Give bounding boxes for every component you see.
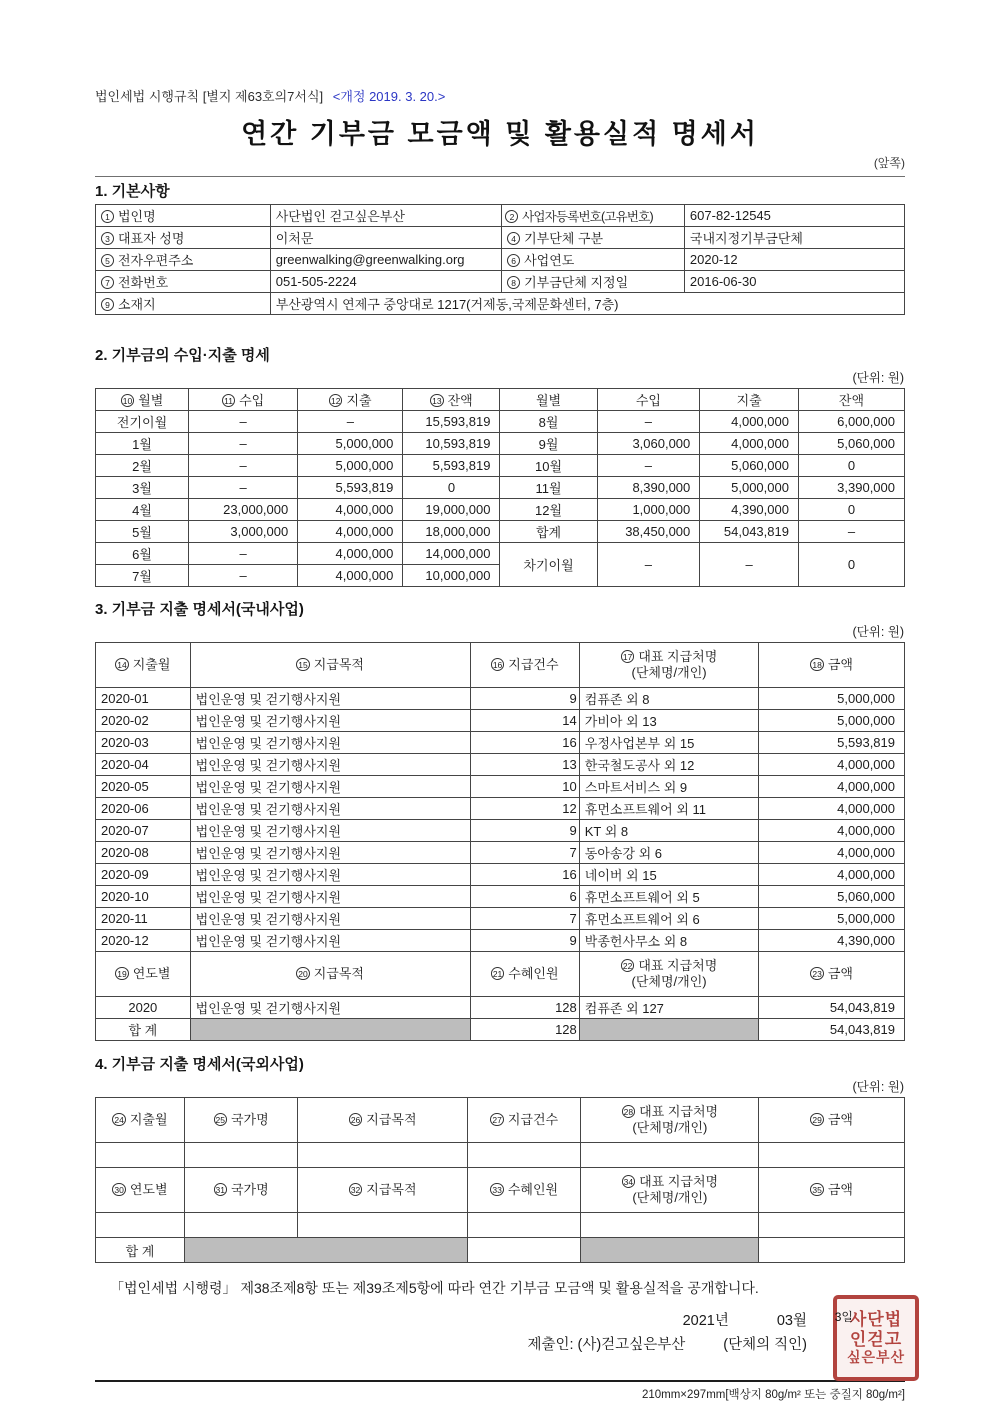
expense-cell: 4,000,000 [298,543,403,565]
payee-cell: 휴먼소프트웨어 외 11 [579,798,759,820]
circled-number: 2 [505,210,518,223]
payee-cell: 박종헌사무소 외 8 [579,930,759,952]
shaded-cell [184,1238,467,1263]
count-cell: 14 [470,710,579,732]
total-row [96,1019,905,1041]
month-cell: 10월 [500,455,597,477]
purpose-cell: 법인운영 및 걷기행사지원 [190,820,470,842]
carryover-label-cell: 차기이월 [500,543,597,587]
income-cell: 3,060,000 [597,433,700,455]
beneficiary-total-cell: 128 [470,1019,579,1041]
income-cell: – [189,455,298,477]
expense-cell: 5,060,000 [700,455,799,477]
biz-reg-no-value: 607-82-12545 [684,205,904,227]
expense-cell: 5,593,819 [298,477,403,499]
payee-cell: 한국철도공사 외 12 [579,754,759,776]
expense-cell: 4,000,000 [700,411,799,433]
total-label-cell: 합계 [500,521,597,543]
submitter-name: 제출인: (사)걷고싶은부산 [527,1337,686,1354]
table-row [96,293,905,315]
expense-month-cell: 2020-03 [96,732,191,754]
domestic-expense-table [95,642,905,1041]
count-cell: 13 [470,754,579,776]
month-cell: 4월 [96,499,189,521]
expense-header: 지출 [700,389,799,411]
balance-cell: 10,593,819 [403,433,500,455]
circled-number: 32 [350,1184,361,1195]
month-cell: 5월 [96,521,189,543]
section2-heading: 2. 기부금의 수입·지출 명세 [95,347,270,364]
empty-cell [581,1143,759,1168]
expense-month-cell: 2020-11 [96,908,191,930]
balance-header: 13 잔액 [403,389,500,411]
count-cell: 10 [470,776,579,798]
circled-number: 23 [812,968,822,979]
circled-number: 27 [492,1114,502,1125]
balance-cell: 10,000,000 [403,565,500,587]
payee-cell: 컴퓨존 외 127 [579,997,759,1019]
payee-cell: 컴퓨존 외 8 [579,688,759,710]
table-row [96,1213,905,1238]
month-cell: 8월 [500,411,597,433]
month-header: 10 월별 [96,389,189,411]
amount-cell: 4,000,000 [759,776,905,798]
payee-header: 28 대표 지급처명 (단체명/개인) [581,1098,759,1143]
circled-number: 20 [298,968,308,979]
year-header: 19 연도별 [96,952,191,997]
bottom-divider [95,1380,905,1382]
document-content [95,0,905,1402]
corp-name-value: 사단법인 걷고싶은부산 [270,205,501,227]
seal-text: 인걷고 [849,1329,903,1349]
unit-note: (단위: 원) [852,371,904,385]
amount-cell: 5,593,819 [759,732,905,754]
circled-number: 28 [623,1106,634,1117]
purpose-header: 15 지급목적 [190,643,470,688]
income-cell: 23,000,000 [189,499,298,521]
year-cell: 2020 [96,997,191,1019]
circled-number: 29 [812,1114,822,1125]
expense-month-cell: 2020-09 [96,864,191,886]
circled-number: 4 [507,232,520,245]
amount-cell: 54,043,819 [759,997,905,1019]
month-cell: 7월 [96,565,189,587]
month-cell: 전기이월 [96,411,189,433]
circled-number: 26 [350,1114,361,1125]
amount-cell: 5,000,000 [759,710,905,732]
balance-cell: 5,593,819 [403,455,500,477]
count-header: 27 지급건수 [468,1098,581,1143]
circled-number: 7 [101,276,114,289]
top-divider [95,176,905,177]
paper-size-note: 210mm×297mm[백상지 80g/m² 또는 중질지 80g/m²] [641,1388,905,1401]
empty-cell [468,1143,581,1168]
circled-number: 30 [114,1184,124,1195]
expense-cell: 5,000,000 [298,455,403,477]
circled-number: 13 [432,396,442,406]
purpose-cell: 법인운영 및 걷기행사지원 [190,798,470,820]
table-row [96,798,905,820]
expense-cell: 5,000,000 [298,433,403,455]
circled-number: 21 [492,968,503,979]
circled-number: 18 [812,659,822,670]
balance-cell: 18,000,000 [403,521,500,543]
date-year: 2021년 [682,1312,729,1329]
income-header: 11 수입 [189,389,298,411]
purpose-cell: 법인운영 및 걷기행사지원 [190,864,470,886]
purpose-cell: 법인운영 및 걷기행사지원 [190,732,470,754]
circled-number: 19 [117,968,127,979]
table-row [96,411,905,433]
phone-value: 051-505-2224 [270,271,501,293]
payee-cell: KT 외 8 [579,820,759,842]
income-header: 수입 [597,389,700,411]
expense-cell: 4,000,000 [700,433,799,455]
circled-number: 5 [101,254,114,267]
table-header-row [96,1168,905,1213]
balance-cell: 0 [403,477,500,499]
address-value: 부산광역시 연제구 중앙대로 1217(거제동,국제문화센터, 7층) [270,293,904,315]
empty-cell [298,1213,468,1238]
total-label-cell: 합 계 [96,1019,191,1041]
purpose-cell: 법인운영 및 걷기행사지원 [190,710,470,732]
balance-cell: 6,000,000 [798,411,904,433]
count-cell: 9 [470,820,579,842]
expense-cell: 4,000,000 [298,565,403,587]
regulation-line [95,0,905,105]
circled-number: 12 [331,396,341,406]
balance-cell: 5,060,000 [798,433,904,455]
seal-note: (단체의 직인) [723,1337,807,1354]
empty-cell [184,1213,297,1238]
count-cell: 7 [470,908,579,930]
amount-cell: 4,390,000 [759,930,905,952]
year-header: 30 연도별 [96,1168,185,1213]
payee-header: 17 대표 지급처명 (단체명/개인) [579,643,759,688]
shaded-cell [190,1019,470,1041]
table-row [96,455,905,477]
expense-header: 12 지출 [298,389,403,411]
table-row [96,776,905,798]
month-cell: 11월 [500,477,597,499]
payee-cell: 네이버 외 15 [579,864,759,886]
purpose-header: 26 지급목적 [298,1098,468,1143]
table-row [96,543,905,565]
balance-cell: 0 [798,543,904,587]
declaration-text: 「법인세법 시행령」 제38조제8항 또는 제39조제5항에 따라 연간 기부금 모금액 및 활용실적을 공개합니다. [110,1280,759,1296]
income-cell: – [597,411,700,433]
amount-cell: 4,000,000 [759,842,905,864]
table-row [96,688,905,710]
payee-cell: 가비아 외 13 [579,710,759,732]
table-row [96,521,905,543]
month-header: 월별 [500,389,597,411]
payee-cell: 우정사업본부 외 15 [579,732,759,754]
income-cell: 3,000,000 [189,521,298,543]
payee-header: 34 대표 지급처명 (단체명/개인) [581,1168,759,1213]
expense-cell: – [298,411,403,433]
circled-number: 6 [507,254,520,267]
amount-cell: 4,000,000 [759,798,905,820]
amount-header: 29 금액 [759,1098,905,1143]
date-month: 03월 [776,1312,807,1329]
empty-cell [184,1143,297,1168]
empty-cell [759,1213,905,1238]
date-day-overlay: 3일 [834,1309,853,1324]
income-cell: 38,450,000 [597,521,700,543]
circled-number: 17 [622,651,633,662]
phone-label: 7 전화번호 [96,271,271,293]
table-row [96,433,905,455]
regulation-ref: 법인세법 시행규칙 [별지 제63호의7서식] [95,89,324,104]
income-cell: – [189,565,298,587]
payee-cell: 휴먼소프트웨어 외 5 [579,886,759,908]
circled-number: 9 [101,298,114,311]
table-row [96,754,905,776]
month-cell: 1월 [96,433,189,455]
table-row [96,820,905,842]
income-cell: – [597,543,700,587]
table-row [96,1143,905,1168]
payee-header: 22 대표 지급처명 (단체명/개인) [579,952,759,997]
beneficiary-header: 33 수혜인원 [468,1168,581,1213]
purpose-cell: 법인운영 및 걷기행사지원 [190,908,470,930]
month-cell: 2월 [96,455,189,477]
table-row [96,886,905,908]
beneficiary-header: 21 수혜인원 [470,952,579,997]
income-cell: – [189,433,298,455]
revision-note: <개정 2019. 3. 20.> [332,89,446,104]
table-row [96,864,905,886]
purpose-cell: 법인운영 및 걷기행사지원 [190,997,470,1019]
empty-cell [298,1143,468,1168]
circled-number: 33 [492,1184,502,1195]
empty-cell [96,1143,185,1168]
balance-cell: 19,000,000 [403,499,500,521]
expense-cell: 4,000,000 [298,521,403,543]
empty-cell [759,1143,905,1168]
purpose-cell: 법인운영 및 걷기행사지원 [190,886,470,908]
date-line [95,1309,807,1334]
income-cell: 1,000,000 [597,499,700,521]
designation-date-label: 8 기부금단체 지정일 [502,271,685,293]
email-label: 5 전자우편주소 [96,249,271,271]
purpose-cell: 법인운영 및 걷기행사지원 [190,776,470,798]
table-header-row [96,1098,905,1143]
circled-number: 34 [623,1176,634,1187]
table-row [96,205,905,227]
table-row [96,710,905,732]
empty-cell [96,1213,185,1238]
payee-cell: 스마트서비스 외 9 [579,776,759,798]
count-cell: 6 [470,886,579,908]
table-row [96,842,905,864]
count-cell: 7 [470,842,579,864]
expense-month-cell: 2020-01 [96,688,191,710]
expense-month-header: 14 지출월 [96,643,191,688]
amount-cell: 5,000,000 [759,908,905,930]
table-row [96,732,905,754]
balance-header: 잔액 [798,389,904,411]
country-header: 25 국가명 [184,1098,297,1143]
balance-cell: 0 [798,455,904,477]
income-cell: – [597,455,700,477]
circled-number: 14 [117,659,127,670]
country-header: 31 국가명 [184,1168,297,1213]
amount-header: 23 금액 [759,952,905,997]
circled-number: 15 [298,659,308,670]
count-cell: 9 [470,688,579,710]
month-cell: 9월 [500,433,597,455]
org-type-label: 4 기부단체 구분 [502,227,685,249]
circled-number: 24 [114,1114,124,1125]
balance-cell: 3,390,000 [798,477,904,499]
purpose-cell: 법인운영 및 걷기행사지원 [190,842,470,864]
purpose-cell: 법인운영 및 걷기행사지원 [190,688,470,710]
rep-name-label: 3 대표자 성명 [96,227,271,249]
expense-month-cell: 2020-05 [96,776,191,798]
income-cell: – [189,543,298,565]
beneficiary-cell: 128 [470,997,579,1019]
balance-cell: – [798,521,904,543]
shaded-cell [581,1238,759,1263]
circled-number: 16 [492,659,503,670]
fiscal-year-label: 6 사업연도 [502,249,685,271]
balance-cell: 15,593,819 [403,411,500,433]
amount-cell: 4,000,000 [759,864,905,886]
expense-month-cell: 2020-07 [96,820,191,842]
table-row [96,908,905,930]
email-value: greenwalking@greenwalking.org [270,249,501,271]
amount-cell: 4,000,000 [759,754,905,776]
table-row [96,477,905,499]
month-cell: 3월 [96,477,189,499]
purpose-header: 32 지급목적 [298,1168,468,1213]
section3-heading: 3. 기부금 지출 명세서(국내사업) [95,601,304,618]
amount-header: 35 금액 [759,1168,905,1213]
income-expense-table [95,388,905,587]
page-side-label: (앞쪽) [873,156,905,170]
expense-cell: 4,390,000 [700,499,799,521]
month-cell: 12월 [500,499,597,521]
table-header-row [96,643,905,688]
table-row [96,249,905,271]
circled-number: 8 [507,276,520,289]
basic-info-table [95,204,905,315]
payee-cell: 휴먼소프트웨어 외 6 [579,908,759,930]
count-cell: 12 [470,798,579,820]
submitter-line [95,1333,807,1358]
circled-number: 11 [222,394,235,407]
amount-header: 18 금액 [759,643,905,688]
expense-month-cell: 2020-06 [96,798,191,820]
count-cell: 16 [470,732,579,754]
expense-cell: 54,043,819 [700,521,799,543]
amount-total-cell: 54,043,819 [759,1019,905,1041]
circled-number: 3 [101,232,114,245]
purpose-cell: 법인운영 및 걷기행사지원 [190,930,470,952]
payee-cell: 동아송강 외 6 [579,842,759,864]
fiscal-year-value: 2020-12 [684,249,904,271]
unit-note: (단위: 원) [852,1080,904,1094]
circled-number: 22 [622,960,633,971]
expense-month-cell: 2020-02 [96,710,191,732]
table-row [96,499,905,521]
balance-cell: 14,000,000 [403,543,500,565]
amount-cell: 5,060,000 [759,886,905,908]
total-row [96,1238,905,1263]
rep-name-value: 이처문 [270,227,501,249]
circled-number: 1 [101,210,114,223]
count-cell: 9 [470,930,579,952]
section4-heading: 4. 기부금 지출 명세서(국외사업) [95,1056,304,1073]
amount-cell: 5,000,000 [759,688,905,710]
purpose-cell: 법인운영 및 걷기행사지원 [190,754,470,776]
section1-heading: 1. 기본사항 [95,183,170,200]
table-header-row [96,389,905,411]
overseas-expense-table [95,1097,905,1263]
signature-block [95,1309,906,1366]
circled-number: 25 [215,1114,225,1125]
designation-date-value: 2016-06-30 [684,271,904,293]
circled-number: 10 [122,396,133,406]
expense-cell: 4,000,000 [298,499,403,521]
total-label-cell: 합 계 [96,1238,185,1263]
circled-number: 35 [812,1184,822,1195]
page-title: 연간 기부금 모금액 및 활용실적 명세서 [241,119,759,149]
balance-cell: 0 [798,499,904,521]
expense-month-cell: 2020-12 [96,930,191,952]
expense-month-cell: 2020-10 [96,886,191,908]
table-row [96,227,905,249]
table-row [96,997,905,1019]
expense-month-header: 24 지출월 [96,1098,185,1143]
seal-text: 싶은부산 [846,1349,906,1366]
empty-cell [468,1213,581,1238]
expense-month-cell: 2020-08 [96,842,191,864]
org-type-value: 국내지정기부금단체 [684,227,904,249]
biz-reg-no-label: 2 사업자등록번호(고유번호) [502,205,685,227]
purpose-header: 20 지급목적 [190,952,470,997]
corp-name-label: 1 법인명 [96,205,271,227]
seal-text: 사단법 [849,1310,903,1330]
count-cell: 16 [470,864,579,886]
shaded-cell [579,1019,759,1041]
circled-number: 31 [215,1184,225,1195]
count-header: 16 지급건수 [470,643,579,688]
expense-cell: 5,000,000 [700,477,799,499]
month-cell: 6월 [96,543,189,565]
expense-month-cell: 2020-04 [96,754,191,776]
empty-cell [759,1238,905,1263]
unit-note: (단위: 원) [852,625,904,639]
table-row [96,271,905,293]
income-cell: 8,390,000 [597,477,700,499]
income-cell: – [189,477,298,499]
income-cell: – [189,411,298,433]
empty-cell [581,1213,759,1238]
address-label: 9 소재지 [96,293,271,315]
amount-cell: 4,000,000 [759,820,905,842]
empty-cell [468,1238,581,1263]
table-row [96,930,905,952]
table-header-row [96,952,905,997]
expense-cell: – [700,543,799,587]
